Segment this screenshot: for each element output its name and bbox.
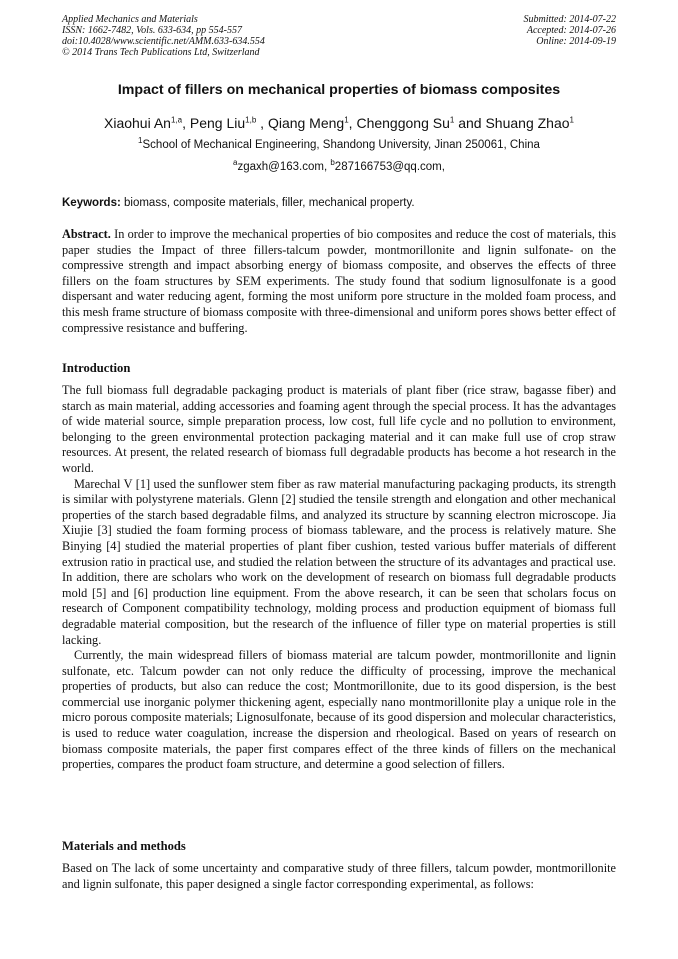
submitted-date: Submitted: 2014-07-22 bbox=[523, 14, 616, 25]
paragraph: The full biomass full degradable packaging product is materials of plant fiber (rice straw, bagasse fiber) and starch as main material, adding accessories and foaming agent through the special process. It has the advantages of wide material source, simple preparation process, low cost, full life cycle and no pollution to environment, belonging to the green environmental protection packaging material and it can make full use of crop straw resources. At present, the related research of biomass full degradable products has become a hot research in the world. bbox=[62, 383, 616, 475]
affiliation-text: School of Mechanical Engineering, Shandong University, Jinan 250061, China bbox=[142, 139, 540, 151]
author-separator: , bbox=[256, 115, 268, 131]
author-name: Peng Liu bbox=[189, 115, 246, 131]
paragraph: Marechal V [1] used the sunflower stem fiber as raw material manufacturing packaging products, its strength is similar with polystyrene materials. Glenn [2] studied the tensile strength and elongation and other mechanical properties of the starch based degradable films, and analyzed its structure by scanning electron microscope. Jia Xiujie [3] studied the foam forming process of biomass tableware, and the process is relatively mature. She Binying [4] studied the material properties of plant fiber cushion, tested various buffer materials of different extrusion ratio in practical use, and studied the relation between the structure of its advantages and practical use. In addition, there are scholars who work on the development of research on biomass full degradable products mold [5] and [6] production line equipment. From the above research, it can be seen that scholars focus on research of Component compatibility technology, molding process and production equipment of biomass full degradable material composition, but the research of the influence of filler type on material properties is still lacking. bbox=[62, 476, 616, 647]
journal-info bbox=[62, 14, 265, 58]
author-name: Qiang Meng bbox=[267, 115, 345, 131]
author-sup: 1,a bbox=[170, 115, 183, 125]
author-sup: 1 bbox=[449, 115, 455, 125]
email-a: zgaxh@163.com, bbox=[237, 161, 331, 173]
keywords-label: Keywords: bbox=[62, 197, 121, 209]
abstract bbox=[62, 227, 616, 336]
author-sup: 1 bbox=[569, 115, 574, 125]
journal-copyright: © 2014 Trans Tech Publications Ltd, Switzerland bbox=[62, 47, 260, 58]
affiliation-sup: 1 bbox=[138, 136, 143, 146]
journal-doi: doi:10.4028/www.scientific.net/AMM.633-634.554 bbox=[62, 36, 265, 47]
section-heading-introduction: Introduction bbox=[62, 361, 131, 375]
affiliation bbox=[0, 136, 678, 151]
abstract-label: Abstract. bbox=[62, 227, 111, 241]
journal-name: Applied Mechanics and Materials bbox=[62, 14, 198, 25]
introduction-body bbox=[62, 383, 616, 773]
email-sup: b bbox=[330, 158, 335, 168]
accepted-date: Accepted: 2014-07-26 bbox=[526, 25, 616, 36]
paragraph: Currently, the main widespread fillers of biomass material are talcum powder, montmorillonite and lignin sulfonate, etc. Talcum powder can not only reduce the difficulty of processing, improve the mechanical properties of products, but also can reduce the cost; Montmorillonite, due to its good dispersion, is the best commercial use inorganic polymer thickening agent, especially nano montmorillonite play a unique role in the micro porous composite materials; Lignosulfonate, because of its good dispersion and molecular characteristics, is used to reduce water coagulation, increase the dispersion and rheological. Based on years of research on biomass composite materials, the paper first compares effect of the three kinds of fillers on the mechanical properties, compares the product foam structure, and determine a good selection of fillers. bbox=[62, 648, 616, 772]
author-name: Xiaohui An bbox=[104, 115, 171, 131]
author-name: Chenggong Su bbox=[356, 115, 450, 131]
author-sup: 1 bbox=[344, 115, 349, 125]
paper-title: Impact of fillers on mechanical properties of biomass composites bbox=[117, 82, 561, 98]
keywords-text: biomass, composite materials, filler, mechanical property. bbox=[120, 197, 415, 209]
journal-issn: ISSN: 1662-7482, Vols. 633-634, pp 554-557 bbox=[62, 25, 242, 36]
author-list bbox=[0, 115, 678, 131]
author-sup: 1,b bbox=[245, 115, 257, 125]
section-heading-methods: Materials and methods bbox=[62, 839, 186, 853]
author-separator: , bbox=[182, 115, 190, 131]
author-name: Shuang Zhao bbox=[485, 115, 570, 131]
keywords bbox=[62, 197, 616, 209]
author-emails bbox=[0, 158, 678, 173]
methods-body bbox=[62, 861, 616, 892]
paragraph: Based on The lack of some uncertainty and comparative study of three fillers, talcum powder, montmorillonite and lignin sulfonate, this paper designed a single factor corresponding experimental, as follows: bbox=[62, 861, 616, 891]
submission-dates bbox=[524, 14, 617, 47]
author-separator: and bbox=[454, 115, 486, 131]
email-b: 287166753@qq.com, bbox=[334, 161, 445, 173]
abstract-text: In order to improve the mechanical properties of bio composites and reduce the cost of materials, this paper studies the Impact of three fillers-talcum powder, montmorillonite and lignin sulfonate- on the compressive strength and impact absorbing energy of biomass composite, and observes the effects of three fillers on the foam structures by SEM experiments. The study found that sodium lignosulfonate is a good dispersant and water reducing agent, forming the most uniform pore structure in the molded foam process, and this mesh frame structure of biomass composite with three-dimensional and uniform pores shows better effect of compressive resistance and buffering. bbox=[62, 227, 617, 335]
email-sup: a bbox=[233, 158, 238, 168]
author-separator: , bbox=[348, 115, 357, 131]
online-date: Online: 2014-09-19 bbox=[536, 36, 616, 47]
